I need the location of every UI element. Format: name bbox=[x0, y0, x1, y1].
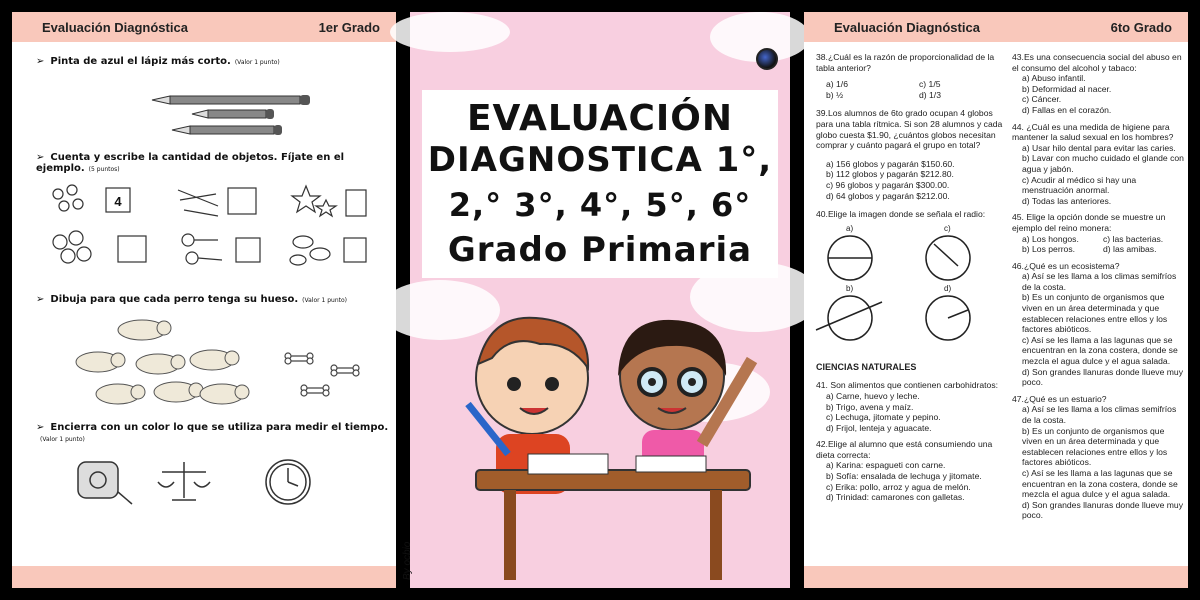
question-41 bbox=[816, 380, 1012, 433]
page-footer bbox=[804, 566, 1188, 588]
option-c: c) Lechuga, jitomate y pepino. bbox=[826, 412, 941, 423]
option-label: a) bbox=[846, 223, 854, 233]
bullet-icon: ➢ bbox=[36, 56, 45, 67]
option-d: d) Frijol, lenteja y aguacate. bbox=[826, 422, 932, 433]
bone-icon bbox=[331, 365, 359, 376]
bullet-icon: ➢ bbox=[36, 422, 45, 433]
option-label: d) bbox=[944, 283, 952, 293]
apples-icon bbox=[53, 231, 91, 263]
option-a: a) Los hongos. bbox=[1022, 233, 1079, 244]
task-value: (Valor 1 punto) bbox=[234, 59, 280, 66]
option-a: a) Así se les llama a los climas semifríos de la costa. bbox=[1022, 404, 1177, 425]
short-pencil-icon bbox=[172, 125, 282, 135]
question-39 bbox=[816, 108, 1012, 201]
author-logo-icon bbox=[756, 48, 778, 70]
option-d: d) 1/3 bbox=[919, 89, 941, 100]
dog-icon bbox=[118, 320, 171, 340]
time-objects-illustration bbox=[72, 452, 332, 522]
option-b: b) Es un conjunto de organismos que viven en un área determinada y que establecen relaciones entre ellos y los factores abióticos. bbox=[1022, 425, 1168, 468]
option-a: a) Carne, huevo y leche. bbox=[826, 390, 920, 401]
title-line-2: DIAGNOSTICA 1°, bbox=[427, 140, 773, 180]
option-a: a) Usar hilo dental para evitar las caries. bbox=[1022, 142, 1176, 153]
cover-title bbox=[422, 90, 778, 278]
header-title: Evaluación Diagnóstica bbox=[834, 19, 980, 35]
page-header bbox=[804, 12, 1188, 42]
section-heading: CIENCIAS NATURALES bbox=[816, 361, 917, 372]
question-text: 41. Son alimentos que contienen carbohidratos: bbox=[816, 380, 999, 391]
radius-option-d bbox=[914, 284, 1012, 344]
bone-icon bbox=[301, 385, 329, 396]
task-text: Pinta de azul el lápiz más corto. bbox=[50, 56, 231, 67]
option-d: d) Todas las anteriores. bbox=[1022, 195, 1112, 206]
option-d: d) 64 globos y pagarán $212.00. bbox=[826, 190, 950, 201]
option-b: b) Trigo, avena y maíz. bbox=[826, 401, 914, 412]
stars-icon bbox=[292, 186, 336, 216]
option-b: b) Los perros. bbox=[1022, 244, 1076, 255]
question-text: 42.Elige al alumno que está consumiendo una dieta correcta: bbox=[816, 439, 993, 460]
header-grade: 6to Grado bbox=[1110, 19, 1172, 35]
option-c: c) Acudir al médico si hay una menstruación anormal. bbox=[1022, 174, 1137, 196]
clock-icon bbox=[266, 460, 310, 504]
option-b: b) Sofía: ensalada de lechuga y jitomate. bbox=[826, 471, 982, 482]
example-number: 4 bbox=[114, 194, 122, 209]
option-a: a) Así se les llama a los climas semifríos de la costa. bbox=[1022, 271, 1177, 292]
option-b: b) ½ bbox=[826, 89, 844, 100]
option-c: c) Cáncer. bbox=[1022, 94, 1062, 105]
option-c: c) las bacterias. bbox=[1103, 233, 1164, 244]
question-45 bbox=[1012, 212, 1184, 254]
bullet-icon: ➢ bbox=[36, 294, 45, 305]
chicks-icon bbox=[53, 185, 83, 211]
dog-icon bbox=[96, 384, 145, 404]
pencils-illustration bbox=[142, 82, 322, 142]
keys-icon bbox=[182, 234, 222, 264]
option-b: b) Es un conjunto de organismos que viven en un área determinada y que establecen relaciones entre ellos y los factores abióticos. bbox=[1022, 292, 1168, 335]
title-line-3: 2,° 3°, 4°, 5°, 6° bbox=[448, 186, 752, 224]
cloud-decoration bbox=[390, 12, 510, 52]
task-text: Encierra con un color lo que se utiliza para medir el tiempo. bbox=[50, 422, 389, 433]
radius-option-c bbox=[914, 224, 1012, 284]
option-label: b) bbox=[846, 283, 854, 293]
task-value: (5 puntos) bbox=[88, 166, 120, 173]
dog-icon bbox=[76, 352, 125, 372]
header-title: Evaluación Diagnóstica bbox=[42, 19, 188, 35]
header-grade: 1er Grado bbox=[318, 19, 380, 35]
options bbox=[816, 79, 1012, 100]
option-d: d) Trinidad: camarones con galletas. bbox=[826, 492, 965, 503]
option-d: d) Son grandes llanuras donde llueve muy poco. bbox=[1022, 499, 1183, 521]
question-40 bbox=[816, 209, 1012, 344]
task-value: (Valor 1 punto) bbox=[40, 436, 85, 443]
title-line-1: EVALUACIÓN bbox=[466, 98, 734, 139]
author-signature: By ocbio bbox=[402, 541, 413, 580]
dogs-and-bones-illustration bbox=[72, 316, 362, 416]
task-text: Dibuja para que cada perro tenga su hueso. bbox=[50, 294, 299, 305]
page-footer bbox=[12, 566, 396, 588]
question-text: 40.Elige la imagen donde se señala el radio: bbox=[816, 209, 986, 220]
pencils-bundle-icon bbox=[178, 190, 218, 216]
task-4 bbox=[36, 422, 396, 444]
radius-options bbox=[816, 224, 1012, 344]
dog-icon bbox=[154, 382, 203, 402]
option-b: b) 112 globos y pagarán $212.80. bbox=[826, 169, 954, 180]
question-text: 47.¿Qué es un estuario? bbox=[1012, 393, 1107, 404]
counting-objects-illustration bbox=[48, 176, 368, 276]
circle-secant-icon bbox=[816, 290, 896, 346]
scale-icon bbox=[158, 462, 210, 500]
desk-icon bbox=[476, 454, 750, 580]
option-c: c) Erika: pollo, arroz y agua de melón. bbox=[826, 481, 971, 492]
first-grade-page bbox=[12, 12, 396, 588]
option-a: a) 156 globos y pagarán $150.60. bbox=[826, 158, 955, 169]
option-label: c) bbox=[944, 223, 951, 233]
page-header bbox=[12, 12, 396, 42]
dog-icon bbox=[190, 350, 239, 370]
task-1 bbox=[36, 56, 280, 67]
task-text: Cuenta y escribe la cantidad de objetos. Fíjate en el ejemplo. bbox=[36, 152, 345, 174]
question-text: 45. Elige la opción donde se muestre un ejemplo del reino monera: bbox=[1012, 212, 1166, 233]
option-a: a) Abuso infantil. bbox=[1022, 73, 1086, 84]
option-b: b) Deformidad al nacer. bbox=[1022, 83, 1112, 94]
option-c: c) 1/5 bbox=[919, 79, 941, 90]
option-c: c) Así se les llama a las lagunas que se encuentran en la zona costera, donde se mezcla el agua dulce y el agua salada. bbox=[1022, 334, 1178, 367]
circle-radius-icon bbox=[914, 290, 994, 346]
dog-icon bbox=[136, 354, 185, 374]
question-46 bbox=[1012, 261, 1184, 388]
medium-pencil-icon bbox=[192, 109, 274, 119]
kids-at-desk-illustration bbox=[440, 304, 770, 588]
option-b: b) Lavar con mucho cuidado el glande con agua y jabón. bbox=[1022, 153, 1184, 174]
dog-icon bbox=[200, 384, 249, 404]
question-47 bbox=[1012, 394, 1184, 521]
options bbox=[1012, 234, 1184, 255]
option-c: c) Así se les llama a las lagunas que se encuentran en la zona costera, donde se mezcla el agua dulce y el agua salada. bbox=[1022, 467, 1178, 500]
bullet-icon: ➢ bbox=[36, 152, 45, 163]
title-line-4: Grado Primaria bbox=[447, 230, 753, 270]
question-43 bbox=[1012, 52, 1184, 116]
question-text: 39.Los alumnos de 6to grado ocupan 4 globos para una tabla rítmica. Si son 28 alumnos y cada globo cuesta $1.90, ¿cuántos globos necesitan comprar y cuánto pagará el grupo en total? bbox=[816, 108, 1003, 151]
question-44 bbox=[1012, 122, 1184, 207]
option-d: d) Son grandes llanuras donde llueve muy poco. bbox=[1022, 366, 1183, 388]
task-3 bbox=[36, 294, 347, 305]
radius-option-b bbox=[816, 284, 914, 344]
option-c: c) 96 globos y pagarán $300.00. bbox=[826, 179, 950, 190]
sixth-grade-page bbox=[804, 12, 1188, 588]
radius-option-a bbox=[816, 224, 914, 284]
question-text: 43.Es una consecuencia social del abuso en el consumo del alcohol y tabaco: bbox=[1012, 52, 1182, 73]
option-d: d) Fallas en el corazón. bbox=[1022, 104, 1112, 115]
circle-diameter-icon bbox=[816, 230, 896, 286]
option-d: d) las amibas. bbox=[1103, 244, 1157, 255]
questions-column-right bbox=[1012, 52, 1184, 527]
task-2 bbox=[36, 152, 396, 174]
cover-page bbox=[402, 12, 790, 588]
bone-icon bbox=[285, 353, 313, 364]
task-value: (Valor 1 punto) bbox=[302, 297, 348, 304]
question-42 bbox=[816, 439, 1012, 503]
question-38 bbox=[816, 52, 1012, 100]
option-a: a) Karina: espagueti con carne. bbox=[826, 460, 946, 471]
question-text: 46.¿Qué es un ecosistema? bbox=[1012, 260, 1120, 271]
long-pencil-icon bbox=[152, 95, 310, 105]
question-text: 44. ¿Cuál es una medida de higiene para mantener la salud sexual en los hombres? bbox=[1012, 121, 1174, 143]
tape-measure-icon bbox=[78, 462, 132, 504]
circle-chord-icon bbox=[914, 230, 994, 286]
fish-icon bbox=[290, 236, 330, 265]
question-text: 38.¿Cuál es la razón de proporcionalidad de la tabla anterior? bbox=[816, 52, 995, 73]
option-a: a) 1/6 bbox=[826, 79, 848, 90]
questions-column-left bbox=[816, 52, 1012, 509]
